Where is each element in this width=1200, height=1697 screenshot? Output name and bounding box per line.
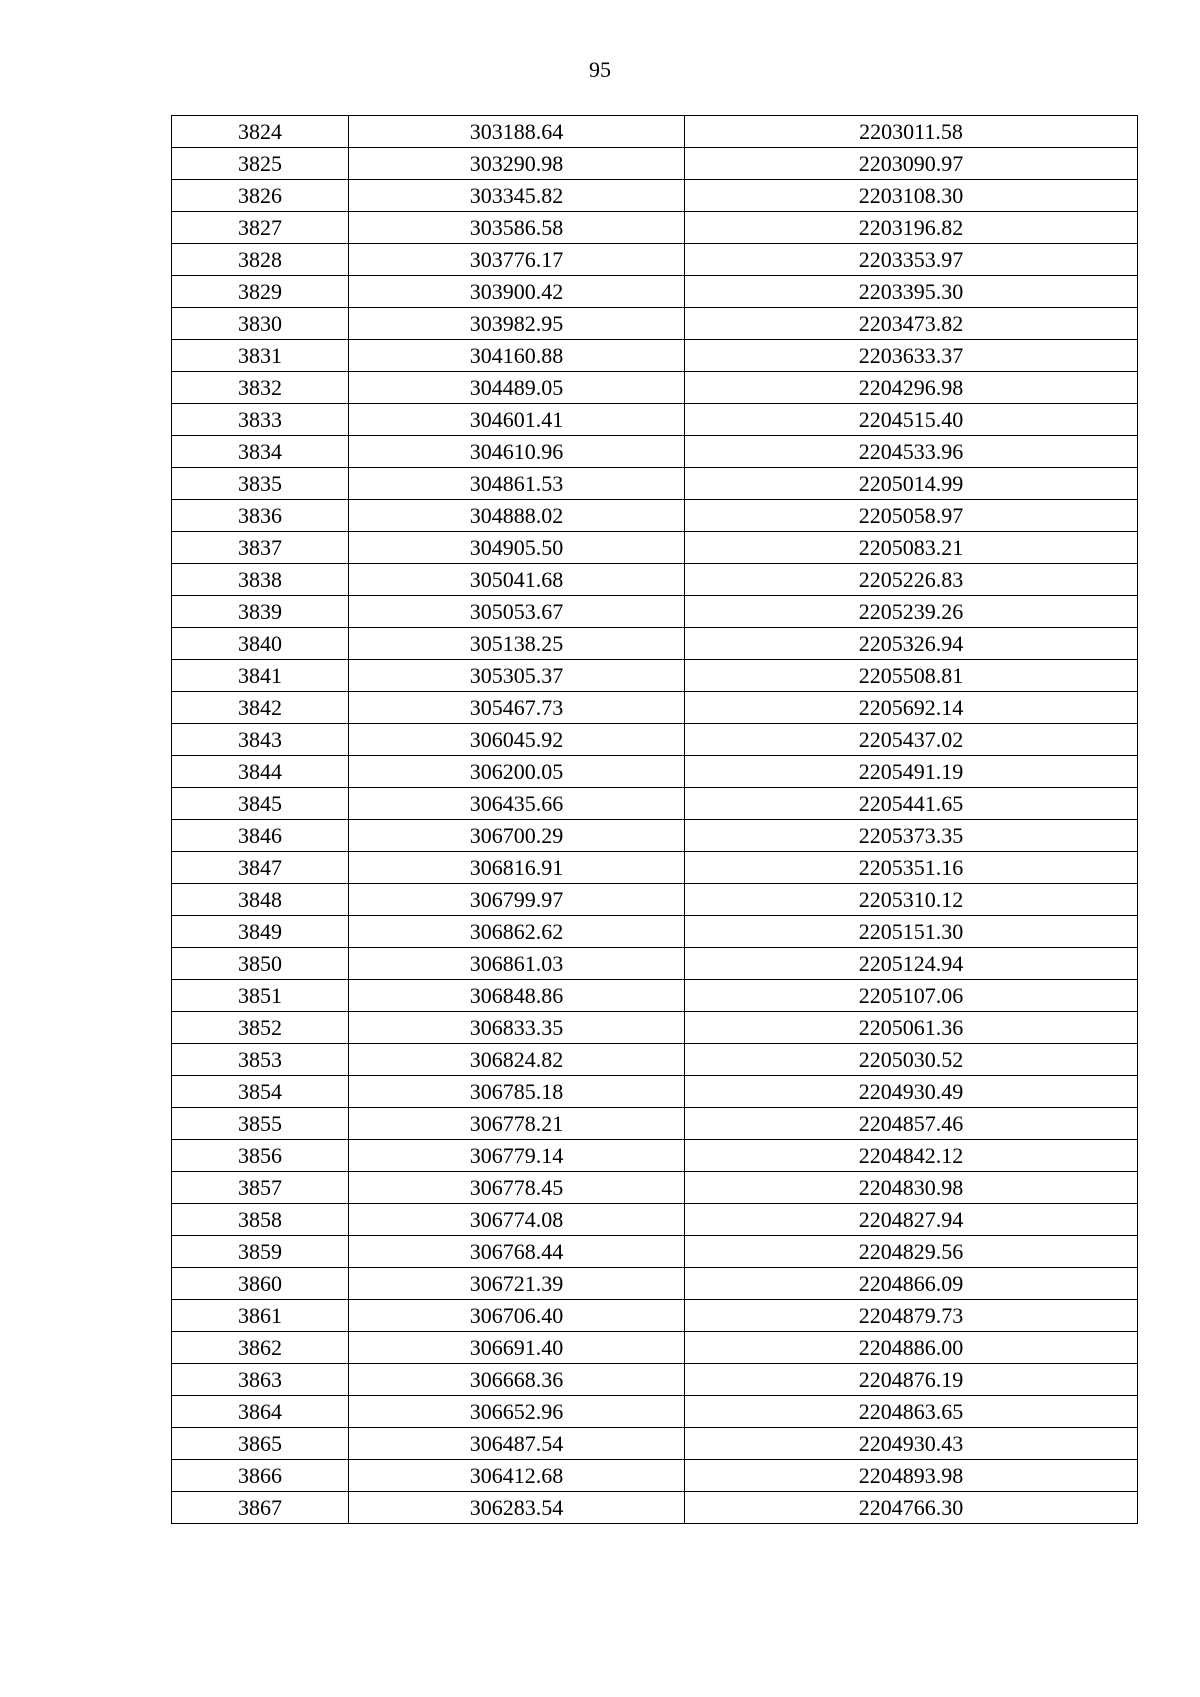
x-coordinate-cell: 306045.92: [349, 724, 685, 756]
table-row: [172, 276, 1138, 308]
y-coordinate-cell: 2205441.65: [685, 788, 1138, 820]
y-coordinate-cell: 2205107.06: [685, 980, 1138, 1012]
point-number-cell: 3844: [172, 756, 349, 788]
table-row: [172, 1300, 1138, 1332]
point-number-cell: 3833: [172, 404, 349, 436]
y-coordinate-cell: 2205491.19: [685, 756, 1138, 788]
point-number-cell: 3824: [172, 116, 349, 148]
y-coordinate-cell: 2205239.26: [685, 596, 1138, 628]
table-row: [172, 116, 1138, 148]
point-number-cell: 3826: [172, 180, 349, 212]
x-coordinate-cell: 305305.37: [349, 660, 685, 692]
y-coordinate-cell: 2204876.19: [685, 1364, 1138, 1396]
point-number-cell: 3825: [172, 148, 349, 180]
point-number-cell: 3865: [172, 1428, 349, 1460]
point-number-cell: 3855: [172, 1108, 349, 1140]
point-number-cell: 3828: [172, 244, 349, 276]
x-coordinate-cell: 306848.86: [349, 980, 685, 1012]
x-coordinate-cell: 303345.82: [349, 180, 685, 212]
table-row: [172, 1332, 1138, 1364]
y-coordinate-cell: 2204827.94: [685, 1204, 1138, 1236]
table-row: [172, 596, 1138, 628]
point-number-cell: 3842: [172, 692, 349, 724]
table-row: [172, 1396, 1138, 1428]
x-coordinate-cell: 304601.41: [349, 404, 685, 436]
table-row: [172, 884, 1138, 916]
y-coordinate-cell: 2204893.98: [685, 1460, 1138, 1492]
table-row: [172, 1364, 1138, 1396]
x-coordinate-cell: 306412.68: [349, 1460, 685, 1492]
point-number-cell: 3851: [172, 980, 349, 1012]
point-number-cell: 3837: [172, 532, 349, 564]
y-coordinate-cell: 2203395.30: [685, 276, 1138, 308]
table-row: [172, 468, 1138, 500]
point-number-cell: 3832: [172, 372, 349, 404]
point-number-cell: 3866: [172, 1460, 349, 1492]
y-coordinate-cell: 2205310.12: [685, 884, 1138, 916]
y-coordinate-cell: 2203353.97: [685, 244, 1138, 276]
point-number-cell: 3846: [172, 820, 349, 852]
x-coordinate-cell: 305138.25: [349, 628, 685, 660]
table-row: [172, 564, 1138, 596]
y-coordinate-cell: 2203108.30: [685, 180, 1138, 212]
point-number-cell: 3853: [172, 1044, 349, 1076]
table-row: [172, 340, 1138, 372]
table-row: [172, 692, 1138, 724]
y-coordinate-cell: 2203196.82: [685, 212, 1138, 244]
point-number-cell: 3863: [172, 1364, 349, 1396]
x-coordinate-cell: 306824.82: [349, 1044, 685, 1076]
x-coordinate-cell: 306774.08: [349, 1204, 685, 1236]
point-number-cell: 3840: [172, 628, 349, 660]
table-row: [172, 180, 1138, 212]
y-coordinate-cell: 2203633.37: [685, 340, 1138, 372]
y-coordinate-cell: 2204886.00: [685, 1332, 1138, 1364]
x-coordinate-cell: 306721.39: [349, 1268, 685, 1300]
table-row: [172, 660, 1138, 692]
x-coordinate-cell: 306768.44: [349, 1236, 685, 1268]
y-coordinate-cell: 2205508.81: [685, 660, 1138, 692]
y-coordinate-cell: 2204515.40: [685, 404, 1138, 436]
y-coordinate-cell: 2203011.58: [685, 116, 1138, 148]
point-number-cell: 3843: [172, 724, 349, 756]
table-row: [172, 244, 1138, 276]
table-row: [172, 724, 1138, 756]
y-coordinate-cell: 2204866.09: [685, 1268, 1138, 1300]
table-row: [172, 820, 1138, 852]
point-number-cell: 3854: [172, 1076, 349, 1108]
x-coordinate-cell: 306283.54: [349, 1492, 685, 1524]
point-number-cell: 3849: [172, 916, 349, 948]
point-number-cell: 3852: [172, 1012, 349, 1044]
table-row: [172, 1076, 1138, 1108]
x-coordinate-cell: 306435.66: [349, 788, 685, 820]
point-number-cell: 3857: [172, 1172, 349, 1204]
table-row: [172, 1492, 1138, 1524]
x-coordinate-cell: 304861.53: [349, 468, 685, 500]
table-row: [172, 1268, 1138, 1300]
x-coordinate-cell: 306778.45: [349, 1172, 685, 1204]
x-coordinate-cell: 303982.95: [349, 308, 685, 340]
y-coordinate-cell: 2204766.30: [685, 1492, 1138, 1524]
x-coordinate-cell: 306861.03: [349, 948, 685, 980]
y-coordinate-cell: 2205373.35: [685, 820, 1138, 852]
table-row: [172, 1108, 1138, 1140]
point-number-cell: 3847: [172, 852, 349, 884]
x-coordinate-cell: 304888.02: [349, 500, 685, 532]
table-row: [172, 436, 1138, 468]
table-row: [172, 212, 1138, 244]
y-coordinate-cell: 2205226.83: [685, 564, 1138, 596]
table-row: [172, 948, 1138, 980]
x-coordinate-cell: 304160.88: [349, 340, 685, 372]
table-row: [172, 500, 1138, 532]
table-row: [172, 1460, 1138, 1492]
point-number-cell: 3835: [172, 468, 349, 500]
table-row: [172, 1172, 1138, 1204]
y-coordinate-cell: 2203090.97: [685, 148, 1138, 180]
point-number-cell: 3829: [172, 276, 349, 308]
point-number-cell: 3859: [172, 1236, 349, 1268]
x-coordinate-cell: 306833.35: [349, 1012, 685, 1044]
table-row: [172, 1140, 1138, 1172]
x-coordinate-cell: 303586.58: [349, 212, 685, 244]
y-coordinate-cell: 2204296.98: [685, 372, 1138, 404]
table-row: [172, 628, 1138, 660]
y-coordinate-cell: 2204879.73: [685, 1300, 1138, 1332]
point-number-cell: 3864: [172, 1396, 349, 1428]
y-coordinate-cell: 2205151.30: [685, 916, 1138, 948]
table-row: [172, 1204, 1138, 1236]
x-coordinate-cell: 306862.62: [349, 916, 685, 948]
point-number-cell: 3867: [172, 1492, 349, 1524]
point-number-cell: 3839: [172, 596, 349, 628]
table-row: [172, 404, 1138, 436]
y-coordinate-cell: 2205692.14: [685, 692, 1138, 724]
x-coordinate-cell: 306816.91: [349, 852, 685, 884]
x-coordinate-cell: 304610.96: [349, 436, 685, 468]
x-coordinate-cell: 306700.29: [349, 820, 685, 852]
y-coordinate-cell: 2204930.49: [685, 1076, 1138, 1108]
y-coordinate-cell: 2205058.97: [685, 500, 1138, 532]
point-number-cell: 3827: [172, 212, 349, 244]
table-row: [172, 788, 1138, 820]
table-row: [172, 148, 1138, 180]
x-coordinate-cell: 305053.67: [349, 596, 685, 628]
table-row: [172, 1428, 1138, 1460]
x-coordinate-cell: 306799.97: [349, 884, 685, 916]
table-row: [172, 1044, 1138, 1076]
point-number-cell: 3862: [172, 1332, 349, 1364]
x-coordinate-cell: 306779.14: [349, 1140, 685, 1172]
x-coordinate-cell: 305041.68: [349, 564, 685, 596]
table-row: [172, 916, 1138, 948]
y-coordinate-cell: 2204533.96: [685, 436, 1138, 468]
y-coordinate-cell: 2204863.65: [685, 1396, 1138, 1428]
x-coordinate-cell: 306200.05: [349, 756, 685, 788]
x-coordinate-cell: 306691.40: [349, 1332, 685, 1364]
point-number-cell: 3845: [172, 788, 349, 820]
y-coordinate-cell: 2205014.99: [685, 468, 1138, 500]
table-row: [172, 756, 1138, 788]
x-coordinate-cell: 306785.18: [349, 1076, 685, 1108]
x-coordinate-cell: 306668.36: [349, 1364, 685, 1396]
y-coordinate-cell: 2204930.43: [685, 1428, 1138, 1460]
x-coordinate-cell: 304489.05: [349, 372, 685, 404]
point-number-cell: 3838: [172, 564, 349, 596]
y-coordinate-cell: 2204857.46: [685, 1108, 1138, 1140]
point-number-cell: 3848: [172, 884, 349, 916]
point-number-cell: 3831: [172, 340, 349, 372]
y-coordinate-cell: 2204830.98: [685, 1172, 1138, 1204]
y-coordinate-cell: 2205083.21: [685, 532, 1138, 564]
coordinates-table-body: [172, 116, 1138, 1524]
page-number: 95: [589, 57, 611, 82]
table-row: [172, 532, 1138, 564]
y-coordinate-cell: 2205437.02: [685, 724, 1138, 756]
table-row: [172, 308, 1138, 340]
point-number-cell: 3861: [172, 1300, 349, 1332]
table-row: [172, 852, 1138, 884]
y-coordinate-cell: 2205124.94: [685, 948, 1138, 980]
y-coordinate-cell: 2205030.52: [685, 1044, 1138, 1076]
point-number-cell: 3858: [172, 1204, 349, 1236]
point-number-cell: 3850: [172, 948, 349, 980]
x-coordinate-cell: 303776.17: [349, 244, 685, 276]
coordinates-table: [171, 115, 1138, 1524]
x-coordinate-cell: 306652.96: [349, 1396, 685, 1428]
x-coordinate-cell: 303188.64: [349, 116, 685, 148]
point-number-cell: 3836: [172, 500, 349, 532]
x-coordinate-cell: 305467.73: [349, 692, 685, 724]
y-coordinate-cell: 2204842.12: [685, 1140, 1138, 1172]
y-coordinate-cell: 2204829.56: [685, 1236, 1138, 1268]
point-number-cell: 3856: [172, 1140, 349, 1172]
x-coordinate-cell: 306778.21: [349, 1108, 685, 1140]
x-coordinate-cell: 306706.40: [349, 1300, 685, 1332]
point-number-cell: 3834: [172, 436, 349, 468]
table-row: [172, 1236, 1138, 1268]
point-number-cell: 3860: [172, 1268, 349, 1300]
x-coordinate-cell: 303290.98: [349, 148, 685, 180]
x-coordinate-cell: 306487.54: [349, 1428, 685, 1460]
point-number-cell: 3841: [172, 660, 349, 692]
y-coordinate-cell: 2205326.94: [685, 628, 1138, 660]
table-row: [172, 372, 1138, 404]
y-coordinate-cell: 2205351.16: [685, 852, 1138, 884]
y-coordinate-cell: 2205061.36: [685, 1012, 1138, 1044]
x-coordinate-cell: 303900.42: [349, 276, 685, 308]
y-coordinate-cell: 2203473.82: [685, 308, 1138, 340]
x-coordinate-cell: 304905.50: [349, 532, 685, 564]
point-number-cell: 3830: [172, 308, 349, 340]
table-row: [172, 1012, 1138, 1044]
table-row: [172, 980, 1138, 1012]
